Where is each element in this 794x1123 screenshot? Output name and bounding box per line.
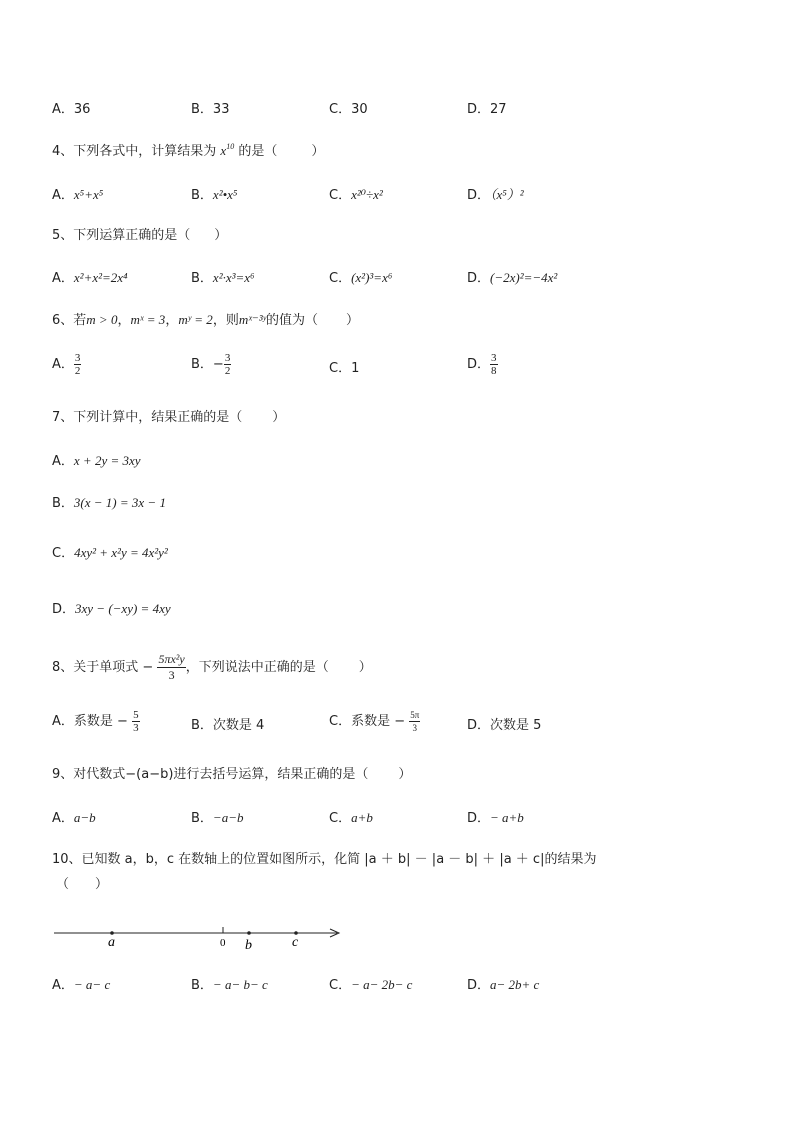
- q7-option-b: B．3(x − 1) = 3x − 1: [52, 495, 166, 511]
- q7-option-c: C．4xy² + x²y = 4x²y²: [52, 545, 168, 561]
- q9-option-c: C．a+b: [329, 810, 373, 826]
- q7-option-d: D．3xy − (−xy) = 4xy: [52, 601, 171, 617]
- q4-option-b: B．x²•x⁵: [191, 187, 238, 203]
- q4-stem-post: 的是（: [234, 144, 278, 159]
- q4-option-c: C．x²⁰÷x²: [329, 187, 383, 203]
- q8-stem: 8、关于单项式 − $\frac{\text{5πx²y}}{3}$ ，下列说法中正确的是（ ）: [52, 652, 372, 682]
- q7-stem: 7、下列计算中，结果正确的是（ ）: [52, 410, 286, 425]
- q10-option-b: B．− a− b− c: [191, 977, 268, 993]
- number-line-figure: [50, 920, 350, 956]
- q9-option-a: A．a−b: [52, 810, 96, 826]
- q4-option-d: D．（x⁵）²: [467, 187, 524, 203]
- q4-stem-pre: 4、下列各式中，计算结果为: [52, 144, 221, 159]
- q9-stem: 9、对代数式−(a−b)进行去括号运算，结果正确的是（ ）: [52, 767, 412, 782]
- q10-option-d: D．a− 2b+ c: [467, 977, 540, 993]
- fraction: $\frac{5}{3}$: [133, 709, 139, 734]
- q4-option-a: A．x⁵+x⁵: [52, 187, 104, 203]
- q10-option-a: A．− a− c: [52, 977, 111, 993]
- fraction: $\frac{3}{8}$: [491, 352, 497, 377]
- q9-option-b: B．−a−b: [191, 810, 244, 826]
- point-b: [247, 931, 251, 935]
- q10-paren: （ ）: [56, 877, 109, 892]
- q8-option-a: A．系数是 − $\frac{5}{3}$: [52, 709, 139, 734]
- q7-option-a: A．x + 2y = 3xy: [52, 453, 141, 469]
- label-zero: 0: [220, 937, 226, 949]
- q3-option-d: D．27: [467, 102, 507, 117]
- q6-stem: 6、若m > 0，mˣ = 3，mʸ = 2，则mˣ⁻³ʸ的值为（ ）: [52, 312, 359, 328]
- q10-stem: 10、已知数 a，b，c 在数轴上的位置如图所示，化简 |a ＋ b| － |a － b| ＋ |a ＋ c|的结果为: [52, 852, 597, 867]
- q9-option-d: D．− a+b: [467, 810, 524, 826]
- q3-option-c: C．30: [329, 102, 368, 117]
- q6-option-d: D． $\frac{3}{8}$: [467, 352, 497, 377]
- fraction: $\frac{5\pi}{3}$: [410, 710, 420, 733]
- q8-option-d: D．次数是 5: [467, 718, 542, 733]
- q5-option-c: C．(x²)³=x⁶: [329, 270, 393, 286]
- q3-option-b: B．33: [191, 102, 230, 117]
- q4-stem-expr: $x^{10}$: [220, 142, 235, 158]
- q8-option-c: C．系数是 − $\frac{5\pi}{3}$: [329, 710, 420, 733]
- q5-option-d: D．(−2x)²=−4x²: [467, 270, 558, 286]
- q5-option-b: B．x²·x³=x⁶: [191, 270, 255, 286]
- q6-option-b: B．− $\frac{3}{2}$: [191, 352, 231, 377]
- label-c: c: [292, 935, 299, 950]
- q8-option-b: B．次数是 4: [191, 718, 265, 733]
- q4-stem: 4、下列各式中，计算结果为 $x^{10}$ 的是（ ）: [52, 142, 325, 159]
- q10-option-c: C．− a− 2b− c: [329, 977, 413, 993]
- label-b: b: [245, 938, 252, 953]
- monomial-fraction: $\frac{\text{5πx²y}}{3}$: [158, 652, 185, 682]
- q6-option-c: C．1: [329, 361, 360, 376]
- fraction: $\frac{3}{2}$: [74, 352, 81, 377]
- q6-option-a: A． $\frac{3}{2}$: [52, 352, 81, 377]
- q3-option-a: A．36: [52, 102, 91, 117]
- label-a: a: [108, 935, 115, 950]
- fraction: $\frac{3}{2}$: [224, 352, 231, 377]
- q5-option-a: A．x²+x²=2x⁴: [52, 270, 128, 286]
- q5-stem: 5、下列运算正确的是（ ）: [52, 228, 228, 243]
